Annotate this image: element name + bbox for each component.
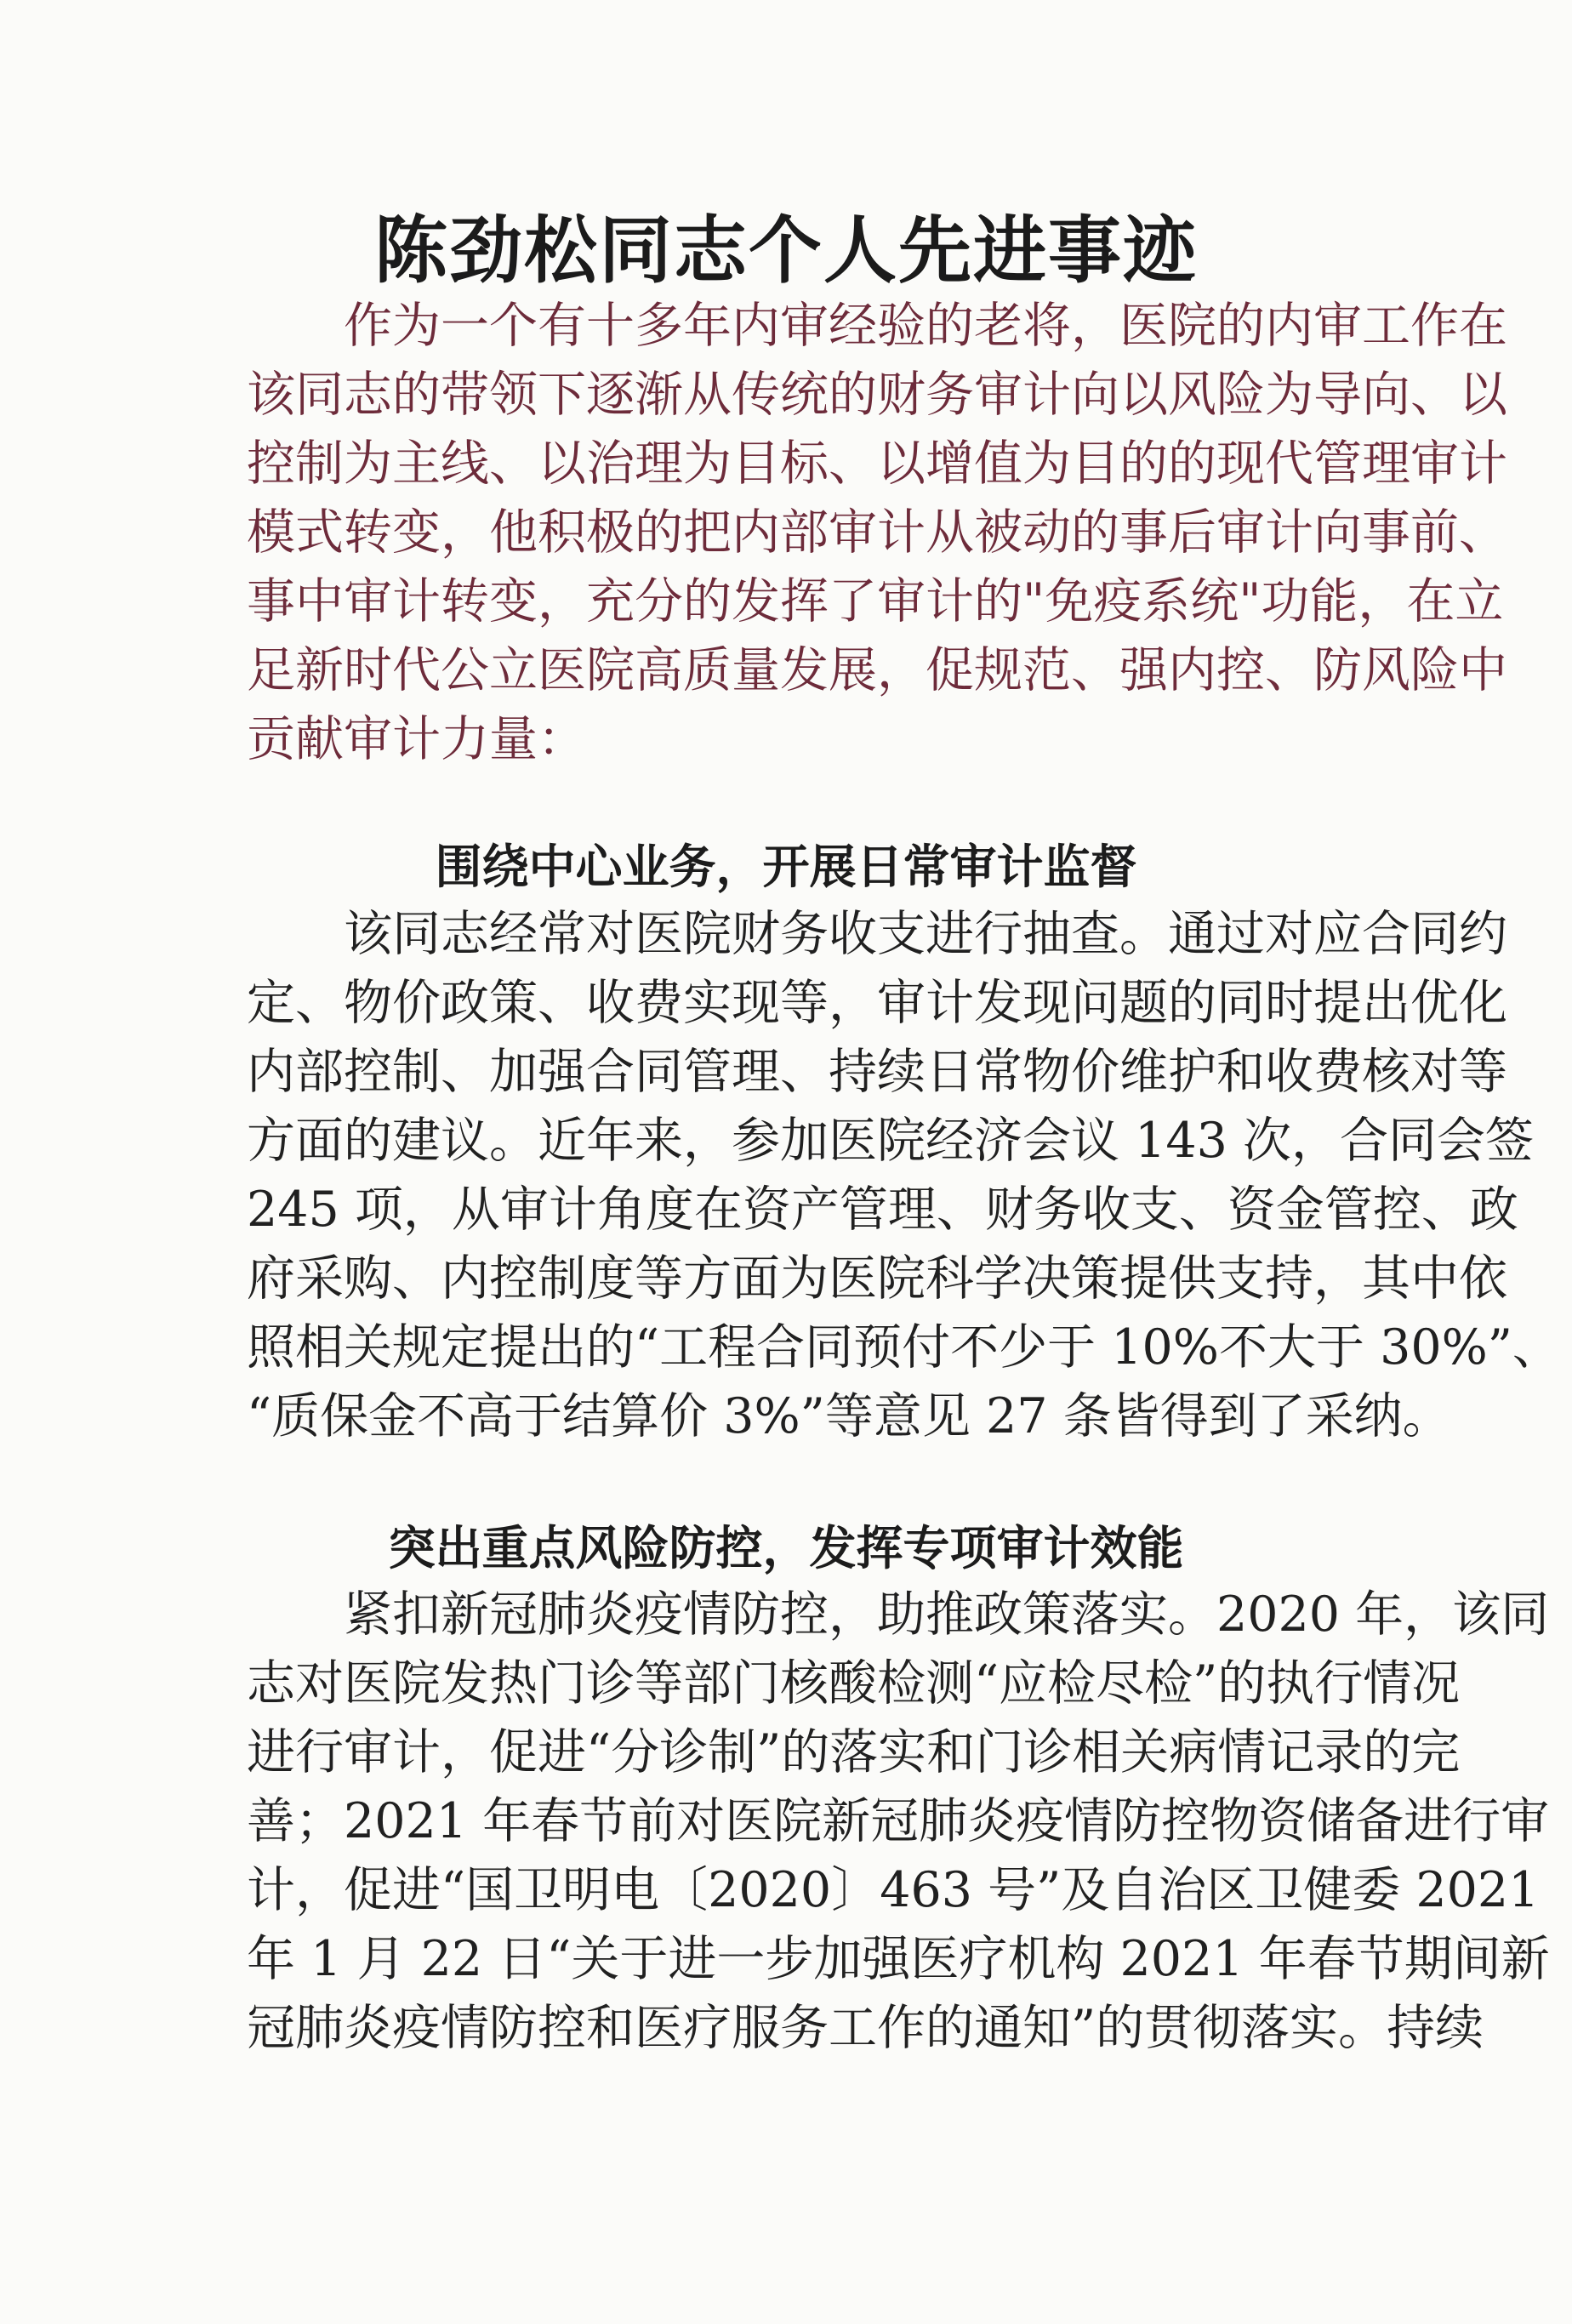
text-line: 作为一个有十多年内审经验的老将，医院的内审工作在 (247, 298, 1507, 354)
section-paragraph (247, 1581, 1550, 2063)
text-line: 方面的建议。近年来，参加医院经济会议 143 次，合同会签 (247, 1113, 1535, 1169)
text-line: 紧扣新冠肺炎疫情防控，助推政策落实。2020 年，该同 (247, 1586, 1550, 1643)
text-line: “质保金不高于结算价 3%”等意见 27 条皆得到了采纳。 (247, 1388, 1451, 1444)
text-line: 模式转变，他积极的把内部审计从被动的事后审计向事前、 (247, 504, 1507, 561)
text-line: 内部控制、加强合同管理、持续日常物价维护和收费核对等 (247, 1044, 1507, 1100)
text-line: 贡献审计力量： (247, 711, 586, 767)
text-line: 事中审计转变，充分的发挥了审计的"免疫系统"功能，在立 (247, 573, 1504, 629)
text-line: 该同志的带领下逐渐从传统的财务审计向以风险为导向、以 (247, 367, 1507, 423)
text-line: 控制为主线、以治理为目标、以增值为目的的现代管理审计 (247, 436, 1507, 492)
text-line: 245 项，从审计角度在资产管理、财务收支、资金管控、政 (247, 1182, 1518, 1238)
intro-paragraph (247, 292, 1507, 774)
text-line: 善；2021 年春节前对医院新冠肺炎疫情防控物资储备进行审 (247, 1793, 1550, 1849)
text-line: 府采购、内控制度等方面为医院科学决策提供支持，其中依 (247, 1250, 1507, 1307)
section-heading: 围绕中心业务，开展日常审计监督 (435, 840, 1137, 894)
section-paragraph (247, 900, 1561, 1451)
text-line: 计，促进“国卫明电〔2020〕463 号”及自治区卫健委 2021 (247, 1862, 1540, 1918)
text-line: 照相关规定提出的“工程合同预付不少于 10%不大于 30%”、 (247, 1319, 1561, 1376)
text-line: 冠肺炎疫情防控和医疗服务工作的通知”的贯彻落实。持续 (247, 2000, 1484, 2056)
text-line: 进行审计，促进“分诊制”的落实和门诊相关病情记录的完 (247, 1724, 1461, 1780)
document-title: 陈劲松同志个人先进事迹 (374, 208, 1198, 293)
section-heading: 突出重点风险防控，发挥专项审计效能 (388, 1521, 1184, 1575)
text-line: 定、物价政策、收费实现等，审计发现问题的同时提出优化 (247, 975, 1507, 1031)
text-line: 年 1 月 22 日“关于进一步加强医疗机构 2021 年春节期间新 (247, 1931, 1550, 1987)
text-line: 足新时代公立医院高质量发展，促规范、强内控、防风险中 (247, 642, 1507, 698)
text-line: 志对医院发热门诊等部门核酸检测“应检尽检”的执行情况 (247, 1655, 1461, 1712)
text-line: 该同志经常对医院财务收支进行抽查。通过对应合同约 (247, 906, 1507, 962)
